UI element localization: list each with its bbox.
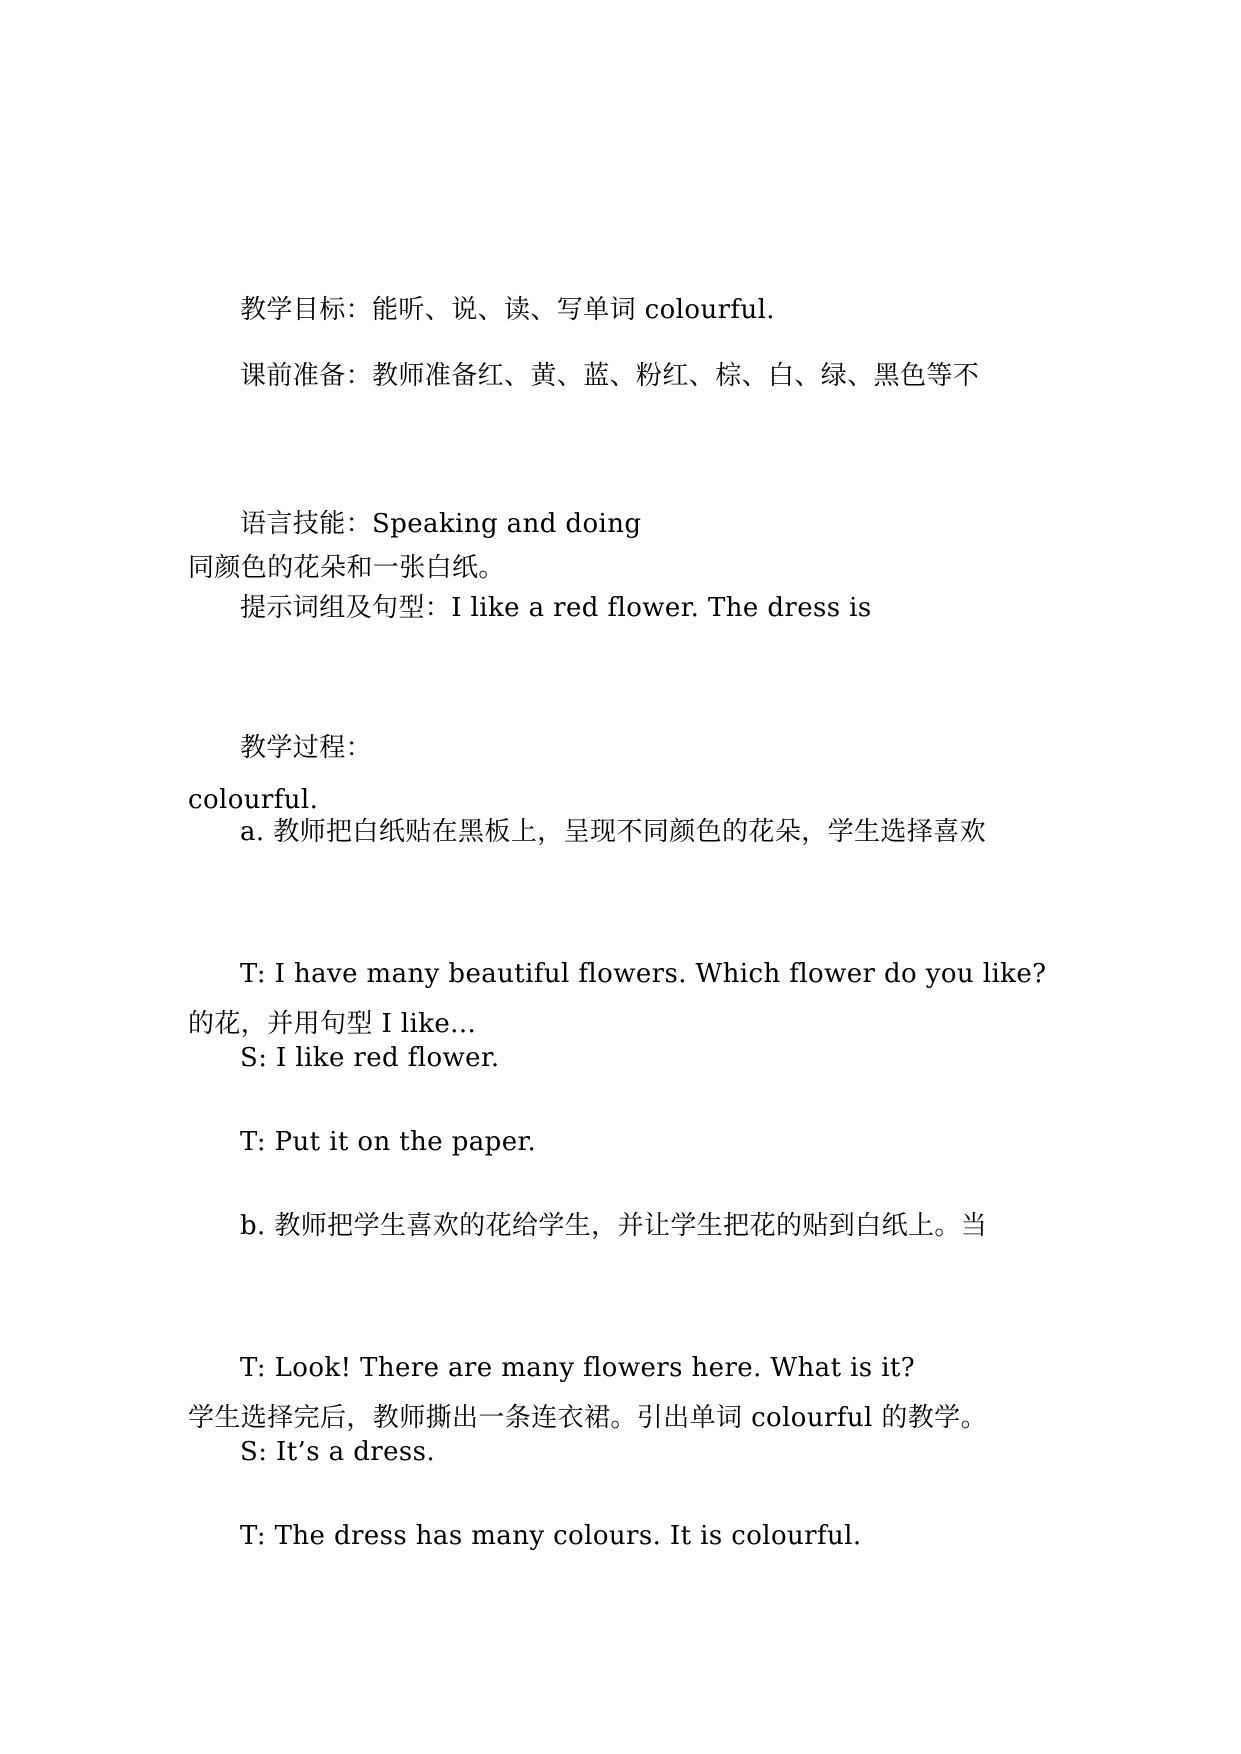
preparation-line-2: 同颜色的花朵和一张白纸。 xyxy=(188,553,505,583)
step-b-line-1: b. 教师把学生喜欢的花给学生，并让学生把花的贴到白纸上。当 xyxy=(240,1211,988,1241)
step-a-line-2: 的花，并用句型 I like... xyxy=(188,1009,477,1039)
dialogue-text-2: S: I like red flower. xyxy=(240,1043,500,1073)
dialogue-text-4: T: Look! There are many flowers here. What is it? xyxy=(240,1353,916,1383)
dialogue-text-3: T: Put it on the paper. xyxy=(240,1127,537,1157)
dialogue-text-1: T: I have many beautiful flowers. Which flower do you like? xyxy=(240,959,1047,989)
language-skill-text: 语言技能：Speaking and doing xyxy=(240,509,642,539)
teaching-objective-text: 教学目标：能听、说、读、写单词 colourful. xyxy=(240,295,775,325)
dialogue-text-6: T: The dress has many colours. It is colourful. xyxy=(240,1521,862,1551)
step-a-line-1: a. 教师把白纸贴在黑板上，呈现不同颜色的花朵，学生选择喜欢 xyxy=(240,817,987,847)
step-b-line-2: 学生选择完后，教师撕出一条连衣裙。引出单词 colourful 的教学。 xyxy=(188,1403,987,1433)
preparation-line-1: 课前准备：教师准备红、黄、蓝、粉红、棕、白、绿、黑色等不 xyxy=(240,361,980,391)
dialogue-text-5: S: It’s a dress. xyxy=(240,1437,436,1467)
key-phrases-line-1: 提示词组及句型：I like a red flower. The dress is xyxy=(240,593,872,623)
key-phrases-line-2: colourful. xyxy=(188,785,319,815)
dialogue-line-6 xyxy=(188,1376,1068,1696)
teaching-process-text: 教学过程： xyxy=(240,733,373,763)
